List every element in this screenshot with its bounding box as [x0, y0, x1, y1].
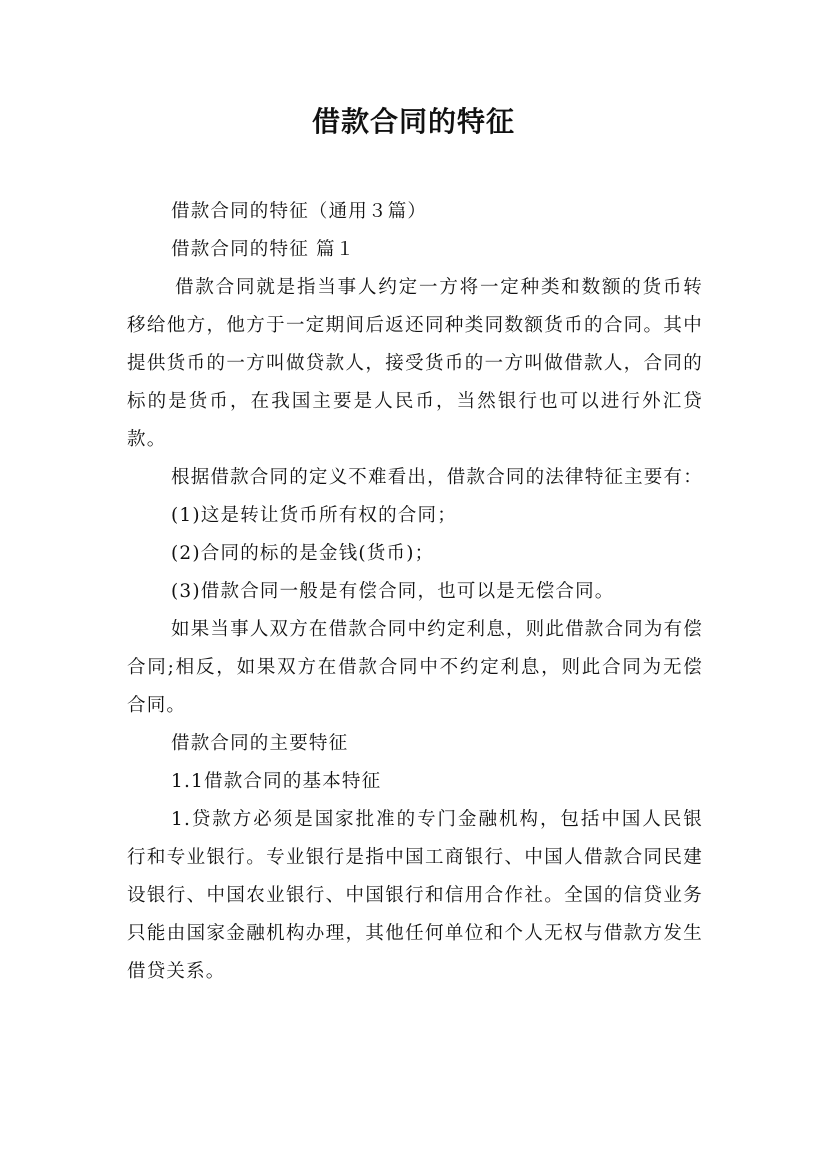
paragraph-lender-requirement: 1.贷款方必须是国家批准的专门金融机构，包括中国人民银行和专业银行。专业银行是指中国工商银行、中国人借款合同民建设银行、中国农业银行、中国银行和信用合作社。全国的信贷业务只能由国家金融机构办理，其他任何单位和个人无权与借款方发生借贷关系。 — [127, 809, 703, 982]
document-body — [127, 193, 703, 991]
paragraph-subtitle: 借款合同的特征（通用３篇） — [171, 201, 428, 222]
paragraph-feature-1: (1)这是转让货币所有权的合同； — [171, 505, 457, 526]
paragraph-legal-features-intro: 根据借款合同的定义不难看出，借款合同的法律特征主要有： — [171, 467, 703, 488]
paragraph-main-features-heading: 借款合同的主要特征 — [171, 733, 349, 754]
paragraph-feature-3: (3)借款合同一般是有偿合同，也可以是无偿合同。 — [171, 581, 615, 602]
paragraph-section-heading: 借款合同的特征 篇１ — [171, 239, 356, 260]
paragraph-interest: 如果当事人双方在借款合同中约定利息，则此借款合同为有偿合同;相反，如果双方在借款合同中不约定利息，则此合同为无偿合同。 — [127, 619, 703, 716]
paragraph-feature-2: (2)合同的标的是金钱(货币)； — [171, 543, 435, 564]
paragraph-basic-features-heading: 1.1借款合同的基本特征 — [171, 771, 382, 792]
paragraph-definition: 借款合同就是指当事人约定一方将一定种类和数额的货币转移给他方，他方于一定期间后返还同种类同数额货币的合同。其中提供货币的一方叫做贷款人，接受货币的一方叫做借款人，合同的标的是货币，在我国主要是人民币，当然银行也可以进行外汇贷款。 — [127, 277, 703, 450]
document-title: 借款合同的特征 — [311, 105, 515, 138]
